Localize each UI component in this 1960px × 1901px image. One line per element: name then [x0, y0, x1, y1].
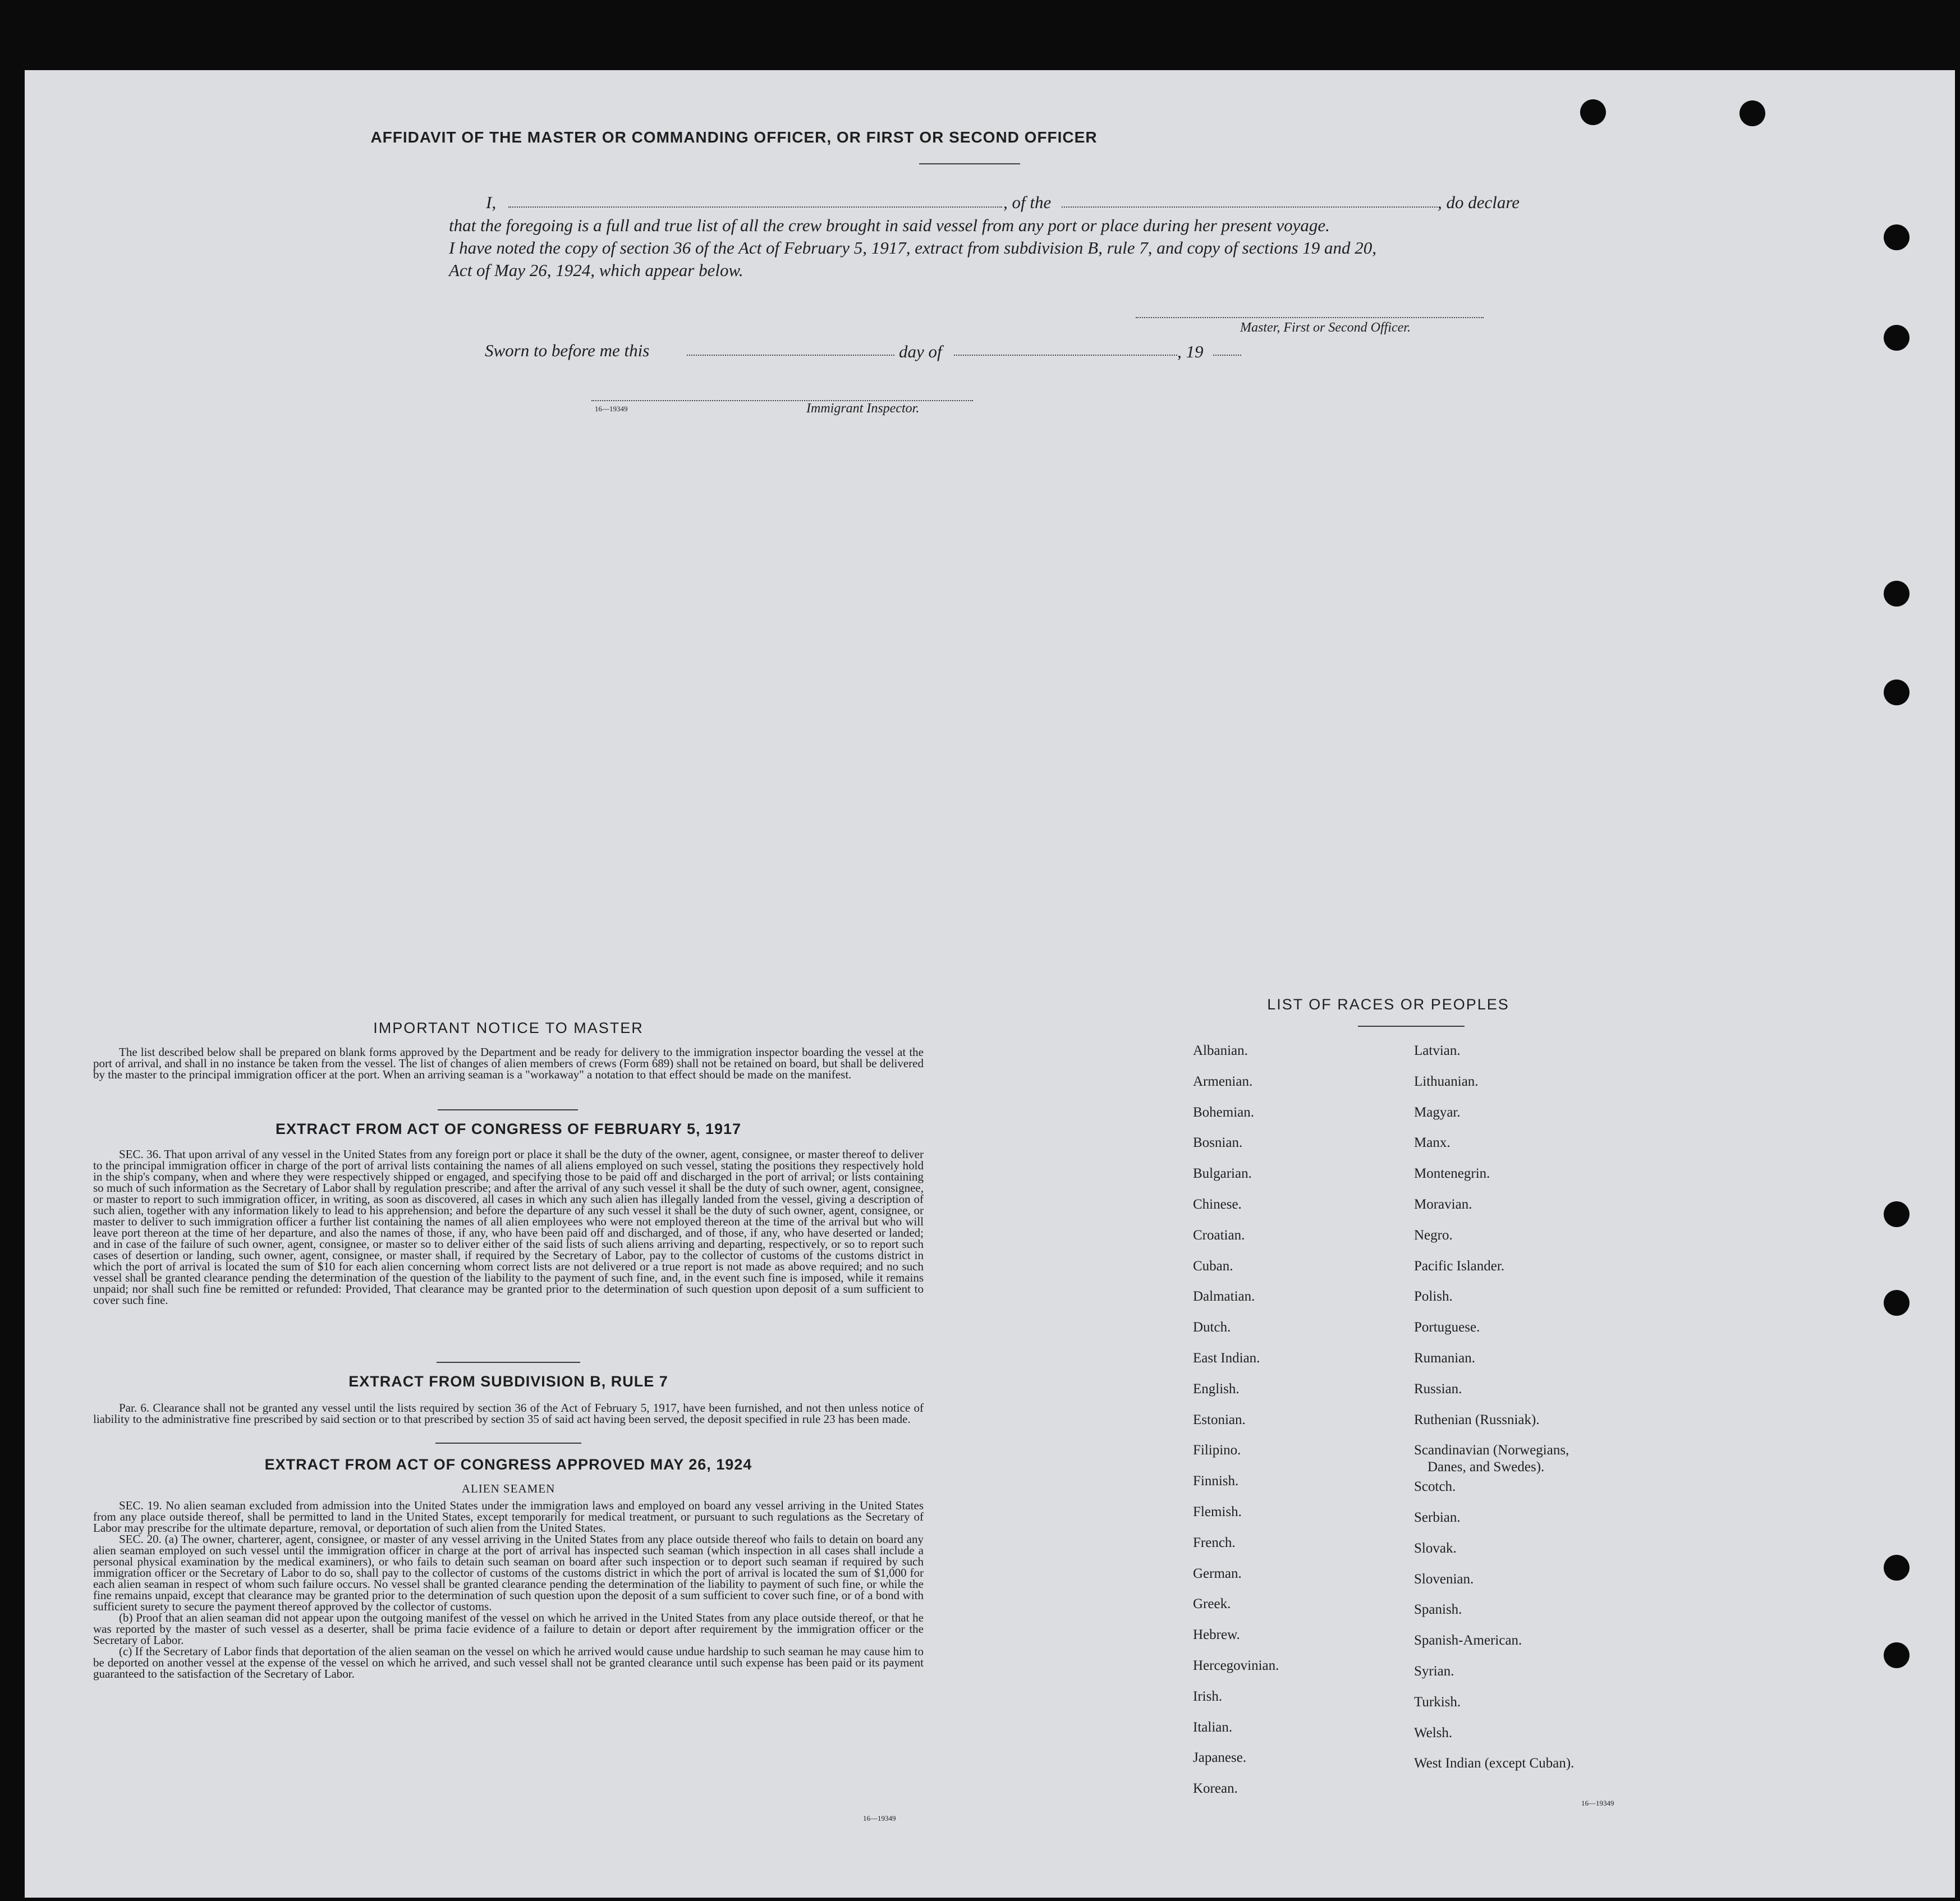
races-title: LIST OF RACES OR PEOPLES — [1267, 996, 1509, 1013]
race-item-left: Bohemian. — [1193, 1104, 1255, 1120]
race-item-left: Cuban. — [1193, 1258, 1233, 1274]
extract-1917-body — [93, 1149, 924, 1306]
affidavit-line1-i: I, — [486, 192, 497, 212]
extract-1917-paragraph: SEC. 36. That upon arrival of any vessel in the United States from any foreign port or place it shall be the duty of the owner, agent, consignee, or master thereof to deliver to the principal immigration officer in charge of the port of arrival lists containing the names of all aliens employed on such vessel, stating the positions they respectively hold in the ship's company, when and where they were respectively shipped or engaged, and specifying those to be paid off and discharged in the port of arrival; or lists containing so much of such information as the Secretary of Labor shall by regulation prescribe; and after the arrival of any such vessel it shall be the duty of such owner, agent, consignee, or master to report to such immigration officer, in writing, as soon as discovered, all cases in which any such alien has illegally landed from the vessel, giving a description of such alien, together with any information likely to lead to his apprehension; and before the departure of any such vessel it shall be the duty of such owner, agent, consignee, or master to deliver to such immigration officer a further list containing the names of all alien employees who were not employed thereon at the time of the arrival but who will leave port thereon at the time of her departure, and also the names of those, if any, who have been paid off and discharged, and of those, if any, who have deserted or landed; and in case of the failure of such owner, agent, consignee, or master so to deliver either of the said lists of such aliens arriving and departing, respectively, or so to report such cases of desertion or landing, such owner, agent, consignee, or master shall, if required by the Secretary of Labor, pay to the collector of customs of the customs district in which the port of arrival is located the sum of $10 for each alien concerning whom correct lists are not delivered or a true report is not made as above required; and no such vessel shall be granted clearance pending the determination of the question of the liability to the payment of such fine, and, in the event such fine is imposed, while it remains unpaid; nor shall such fine be remitted or refunded: Provided, That clearance may be granted prior to the determination of such question upon deposit of a sum sufficient to cover such fine. — [93, 1147, 924, 1307]
race-item-left: Croatian. — [1193, 1227, 1245, 1243]
extract-1924-sec20b: (b) Proof that an alien seaman did not appear upon the outgoing manifest of the vessel on which he arrived in the United States from any place outside thereof, or that he was reported by the master of such vessel as a deserter, shall be prima facie evidence of a failure to detain or deport after requirement by the immigration officer or the Secretary of Labor. — [93, 1611, 924, 1647]
race-item-right: Spanish. — [1414, 1602, 1462, 1618]
officer-signature-label: Master, First or Second Officer. — [1240, 320, 1411, 335]
race-item-right: West Indian (except Cuban). — [1414, 1756, 1575, 1771]
race-item-left: Filipino. — [1193, 1443, 1241, 1458]
sworn-day-field[interactable] — [687, 355, 894, 356]
affidavit-form-number: 16—19349 — [595, 405, 628, 413]
race-item-right: Polish. — [1414, 1289, 1453, 1305]
race-item-right: Moravian. — [1414, 1197, 1472, 1212]
race-item-left: Albanian. — [1193, 1043, 1248, 1058]
extract-1917-title: EXTRACT FROM ACT OF CONGRESS OF FEBRUARY 5, 1917 — [275, 1121, 742, 1137]
race-item-right: Magyar. — [1414, 1104, 1461, 1120]
notice-paragraph: The list described below shall be prepared on blank forms approved by the Department and be ready for delivery to the immigration inspector boarding the vessel at the port of arrival, and shall in no instance be taken from the vessel. The list of changes of alien members of crews (Form 689) shall not be retained on board, but shall be delivered by the master to the principal immigration officer at the port. When an arriving seaman is a "workaway" a notation to that effect should be made on the manifest. — [93, 1045, 924, 1081]
race-item-right: Welsh. — [1414, 1725, 1453, 1741]
extract-rule7-rule — [435, 1443, 581, 1444]
race-item-right: Serbian. — [1414, 1510, 1461, 1525]
affidavit-vessel-field[interactable] — [1062, 206, 1438, 208]
affidavit-line1-do-declare: , do declare — [1438, 192, 1520, 212]
sworn-day-of: day of — [899, 342, 942, 361]
race-item-right: Syrian. — [1414, 1664, 1454, 1679]
affidavit-title: AFFIDAVIT OF THE MASTER OR COMMANDING OFFICER, OR FIRST OR SECOND OFFICER — [370, 128, 1098, 146]
race-item-left: Greek. — [1193, 1596, 1231, 1612]
affidavit-line1-of-the: , of the — [1003, 192, 1052, 212]
races-form-number: 16—19349 — [1581, 1799, 1614, 1807]
extract-rule7-body — [93, 1402, 924, 1425]
sworn-prefix: Sworn to before me this — [485, 341, 650, 360]
race-item-right: Slovenian. — [1414, 1571, 1474, 1587]
punch-hole-right-2 — [1884, 325, 1909, 351]
race-item-right: Rumanian. — [1414, 1351, 1476, 1366]
affidavit-line2: that the foregoing is a full and true list of all the crew brought in said vessel from any port or place during her present voyage. — [449, 215, 1330, 235]
race-item-right: Turkish. — [1414, 1694, 1461, 1710]
race-item-left: Dutch. — [1193, 1320, 1231, 1335]
punch-hole-right-1 — [1884, 224, 1909, 250]
race-item-right: Negro. — [1414, 1227, 1453, 1243]
race-item-right: Portuguese. — [1414, 1320, 1480, 1335]
affidavit-name-field[interactable] — [508, 206, 1002, 208]
race-item-left: French. — [1193, 1535, 1236, 1550]
notice-rule — [438, 1109, 578, 1110]
race-item-left: Estonian. — [1193, 1412, 1246, 1427]
affidavit-line3: I have noted the copy of section 36 of the Act of February 5, 1917, extract from subdivision B, rule 7, and copy of sections 19 and 20, — [449, 238, 1377, 258]
race-item-right: Russian. — [1414, 1381, 1462, 1397]
extract-form-number: 16—19349 — [863, 1814, 896, 1822]
punch-hole-right-4 — [1884, 679, 1909, 705]
race-item-left: Italian. — [1193, 1719, 1233, 1735]
race-item-left: Chinese. — [1193, 1197, 1242, 1212]
affidavit-line4: Act of May 26, 1924, which appear below. — [449, 260, 743, 280]
sworn-year-field[interactable] — [1213, 355, 1241, 356]
notice-body — [93, 1046, 924, 1080]
extract-1924-subtitle: ALIEN SEAMEN — [461, 1482, 556, 1495]
race-item-right: Scandinavian (Norwegians, — [1414, 1443, 1569, 1458]
race-item-left: Dalmatian. — [1193, 1289, 1255, 1305]
punch-hole-right-3 — [1884, 581, 1909, 607]
race-item-left: Finnish. — [1193, 1473, 1239, 1489]
race-item-right: Danes, and Swedes). — [1427, 1459, 1545, 1475]
extract-rule7-paragraph: Par. 6. Clearance shall not be granted any vessel until the lists required by section 36 of the Act of February 5, 1917, have been furnished, and not then unless notice of liability to the administrative fine prescribed by said section or to that prescribed by section 35 of said act having been served, the deposit specified in rule 23 has been made. — [93, 1401, 924, 1426]
race-item-left: Armenian. — [1193, 1073, 1253, 1089]
race-item-left: Japanese. — [1193, 1750, 1247, 1766]
notice-title: IMPORTANT NOTICE TO MASTER — [373, 1020, 644, 1036]
races-title-rule — [1358, 1026, 1465, 1027]
punch-hole-top-1 — [1580, 99, 1606, 125]
race-item-left: Korean. — [1193, 1781, 1238, 1797]
race-item-left: English. — [1193, 1381, 1240, 1397]
punch-hole-right-5 — [1884, 1201, 1909, 1227]
extract-1917-rule — [437, 1362, 580, 1363]
race-item-right: Manx. — [1414, 1135, 1451, 1151]
punch-hole-right-6 — [1884, 1290, 1909, 1316]
officer-signature-line[interactable] — [1136, 317, 1484, 318]
extract-1924-sec20c: (c) If the Secretary of Labor finds that deportation of the alien seaman on the vessel on which he arrived would cause undue hardship to such seaman he may cause him to be deported on another vessel at the expense of the vessel on which he arrived, and such vessel shall not be granted clearance until such expense has been paid or its payment guaranteed to the satisfaction of the Secretary of Labor. — [93, 1645, 924, 1680]
race-item-right: Scotch. — [1414, 1479, 1456, 1495]
race-item-right: Latvian. — [1414, 1043, 1461, 1058]
race-item-left: Irish. — [1193, 1688, 1223, 1704]
race-item-right: Slovak. — [1414, 1540, 1457, 1556]
extract-1924-sec20a: SEC. 20. (a) The owner, charterer, agent, consignee, or master of any vessel arriving in the United States from any place outside thereof who fails to detain on board any alien seaman employed on such vessel until the immigration officer in charge at the port of arrival has inspected such seaman (which inspection in all cases shall include a personal physical examination by the medical examiners), or who fails to detain such seaman on board after such inspection or to deport such seaman if required by such immigration officer or the Secretary of Labor to do so, shall pay to the collector of customs of the customs district in which the port of arrival is located the sum of $1,000 for each alien seaman in respect of whom such failure occurs. No vessel shall be granted clearance pending the determination of the liability to payment of such fine, or while the fine remains unpaid, except that clearance may be granted prior to the determination of such question upon the deposit of a sum sufficient to cover such fine, or of a bond with sufficient surety to secure the payment thereof approved by the collector of customs. — [93, 1532, 924, 1613]
punch-hole-top-2 — [1739, 100, 1765, 126]
race-item-right: Pacific Islander. — [1414, 1258, 1505, 1274]
race-item-right: Lithuanian. — [1414, 1073, 1479, 1089]
punch-hole-right-7 — [1884, 1555, 1909, 1581]
sworn-month-field[interactable] — [954, 355, 1177, 356]
race-item-right: Spanish-American. — [1414, 1633, 1522, 1649]
race-item-right: Montenegrin. — [1414, 1166, 1490, 1182]
extract-rule7-title: EXTRACT FROM SUBDIVISION B, RULE 7 — [348, 1373, 668, 1390]
race-item-left: German. — [1193, 1565, 1242, 1581]
extract-1924-body — [93, 1500, 924, 1679]
race-item-left: Hercegovinian. — [1193, 1658, 1279, 1673]
race-item-left: Flemish. — [1193, 1504, 1242, 1519]
race-item-left: Hebrew. — [1193, 1627, 1240, 1643]
extract-1924-sec19: SEC. 19. No alien seaman excluded from admission into the United States under the immigration laws and employed on board any vessel arriving in the United States from any place outside thereof, shall be permitted to land in the United States, except temporarily for medical treatment, or pursuant to such regulations as the Secretary of Labor may prescribe for the ultimate departure, removal, or deportation of such alien from the United States. — [93, 1499, 924, 1535]
sworn-year-prefix: , 19 — [1177, 342, 1204, 361]
race-item-right: Ruthenian (Russniak). — [1414, 1412, 1540, 1427]
race-item-left: Bulgarian. — [1193, 1166, 1252, 1182]
inspector-label: Immigrant Inspector. — [806, 401, 920, 416]
affidavit-title-rule — [919, 163, 1020, 164]
race-item-left: East Indian. — [1193, 1351, 1260, 1366]
race-item-left: Bosnian. — [1193, 1135, 1243, 1151]
punch-hole-right-8 — [1884, 1642, 1909, 1668]
extract-1924-title: EXTRACT FROM ACT OF CONGRESS APPROVED MAY 26, 1924 — [264, 1456, 752, 1473]
document-sheet — [25, 70, 1955, 1898]
